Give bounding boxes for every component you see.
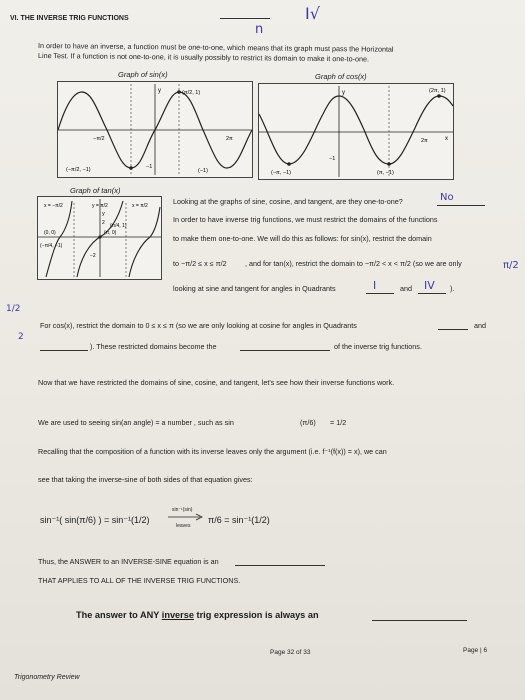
handwritten-margin-pi-half: π/2	[503, 260, 519, 271]
section-title: VI. THE INVERSE TRIG FUNCTIONS	[10, 15, 129, 22]
answer-blank-conclusion	[235, 565, 325, 566]
conclusion-3-pre: The answer to ANY	[76, 610, 162, 620]
handwritten-quadrant-4: IV	[424, 279, 435, 292]
tan-graph-title: Graph of tan(x)	[70, 186, 121, 195]
header-rule	[220, 18, 270, 19]
sin-graph	[57, 81, 253, 178]
sin-label-neg-half-pi: −π/2	[93, 136, 105, 142]
p2-line-1b: and	[474, 321, 486, 330]
handwritten-margin-2: 2	[18, 332, 24, 342]
tan-label-y: y	[102, 211, 105, 217]
tan-graph	[37, 196, 162, 280]
sin-label-2pi: 2π	[226, 136, 233, 142]
conclusion-3-post: trig expression is always an	[193, 610, 319, 620]
handwritten-n: n	[255, 22, 264, 37]
answer-blank-q4	[418, 293, 446, 294]
sin-example-text: We are used to seeing sin(an angle) = a number , such as sin	[38, 418, 234, 427]
cos-graph-title: Graph of cos(x)	[315, 72, 367, 81]
sin-example-equals: = 1/2	[330, 418, 347, 427]
sin-label-max: (π/2, 1)	[182, 90, 201, 96]
equation-lhs: sin⁻¹( sin(π/6) ) = sin⁻¹(1/2)	[40, 515, 150, 525]
p2-line-2b: of the inverse trig functions.	[334, 342, 422, 351]
handwritten-check: I√	[305, 4, 320, 23]
p1-line-4a: to −π/2 ≤ x ≤ π/2	[173, 259, 227, 268]
cos-label-neg-min: (−π, −1)	[271, 170, 291, 176]
tan-label-two: 2	[102, 220, 105, 226]
p2-line-1: For cos(x), restrict the domain to 0 ≤ x ≤ π (so we are only looking at cosine for angles in Quadrants	[40, 321, 357, 330]
p1-line-1: Looking at the graphs of sine, cosine, and tangent, are they one-to-one?	[173, 197, 403, 206]
answer-blank-1	[437, 205, 485, 206]
conclusion-line-3	[76, 611, 319, 620]
tan-label-pi0: (π, 0)	[104, 230, 117, 236]
equation-arrow-top: sin⁻¹(sin)	[172, 507, 193, 513]
tan-label-neg2: −2	[90, 253, 96, 259]
cos-label-2pi: 2π	[421, 138, 428, 144]
sin-label-neg1: −1	[146, 164, 153, 170]
intro-line-2: Line Test. If a function is not one-to-one, it is usually possibly to restrict its domain to make it one-to-one.	[37, 51, 370, 64]
transition-text: Now that we have restricted the domains of sine, cosine, and tangent, let's see how their inverse functions work.	[38, 378, 395, 387]
intro-line-1: In order to have an inverse, a function must be one-to-one, which means that its graph must pass the Horizontal	[37, 41, 394, 54]
conclusion-line-2: THAT APPLIES TO ALL OF THE INVERSE TRIG FUNCTIONS.	[38, 576, 241, 585]
footer-page-number: Page | 6	[463, 647, 488, 654]
equation-rhs: π/6 = sin⁻¹(1/2)	[208, 515, 270, 525]
sin-graph-title: Graph of sin(x)	[118, 70, 168, 79]
tan-label-pt1: (π/4, 1)	[110, 223, 127, 229]
footer-page-of: Page 32 of 33	[270, 649, 311, 656]
cos-label-y: y	[342, 90, 345, 96]
composition-line-2: see that taking the inverse-sine of both sides of that equation gives:	[38, 475, 253, 484]
cos-label-x: x	[445, 136, 448, 142]
answer-blank-q1	[366, 293, 394, 294]
sin-label-y: y	[158, 88, 161, 94]
answer-blank-quad-a	[438, 329, 468, 330]
p1-line-5c: ).	[450, 284, 455, 293]
composition-line-1: Recalling that the composition of a function with its inverse leaves only the argument (i.e. f⁻¹(f(x)) = x), we can	[38, 447, 387, 456]
p1-line-5a: looking at sine and tangent for angles in Quadrants	[173, 284, 336, 293]
handwritten-quadrant-1: I	[373, 279, 377, 292]
handwritten-margin-half: 1/2	[6, 304, 21, 314]
answer-blank-final	[372, 620, 467, 621]
p1-line-3: to make them one-to-one. We will do this as follows: for sin(x), restrict the domain	[173, 234, 432, 243]
equation-arrow-bottom: leaves	[176, 523, 191, 529]
cos-graph	[258, 83, 454, 180]
conclusion-line-1: Thus, the ANSWER to an INVERSE-SINE equation is an	[38, 557, 219, 566]
tan-label-origin: (0, 0)	[44, 230, 56, 236]
p2-line-2a: ). These restricted domains become the	[90, 342, 217, 351]
sin-label-mid-min: (−1)	[198, 168, 208, 174]
tan-label-asym-right: x = π/2	[132, 203, 148, 209]
tan-label-asym-mid: y = π/2	[92, 203, 108, 209]
p1-line-2: In order to have inverse trig functions, we must restrict the domains of the functions	[173, 215, 438, 224]
cos-label-min: (π, −1)	[377, 170, 394, 176]
cos-label-max: (2π, 1)	[429, 88, 446, 94]
equation-arrow	[168, 513, 204, 521]
handwritten-no: No	[440, 192, 454, 203]
footer-course: Trigonometry Review	[14, 674, 80, 681]
answer-blank-ranges	[240, 350, 330, 351]
p1-line-4b: , and for tan(x), restrict the domain to −π/2 < x < π/2 (so we are only	[245, 259, 462, 268]
sin-example-frac: (π/6)	[300, 418, 316, 427]
conclusion-3-inverse: inverse	[161, 610, 194, 620]
cos-label-neg1: −1	[329, 156, 336, 162]
sin-label-min: (−π/2, −1)	[66, 167, 91, 173]
p1-line-5b: and	[400, 284, 412, 293]
tan-label-pt2: (−π/4, −1)	[40, 243, 63, 249]
answer-blank-quad-b	[40, 350, 88, 351]
tan-label-asym-left: x = −π/2	[44, 203, 63, 209]
